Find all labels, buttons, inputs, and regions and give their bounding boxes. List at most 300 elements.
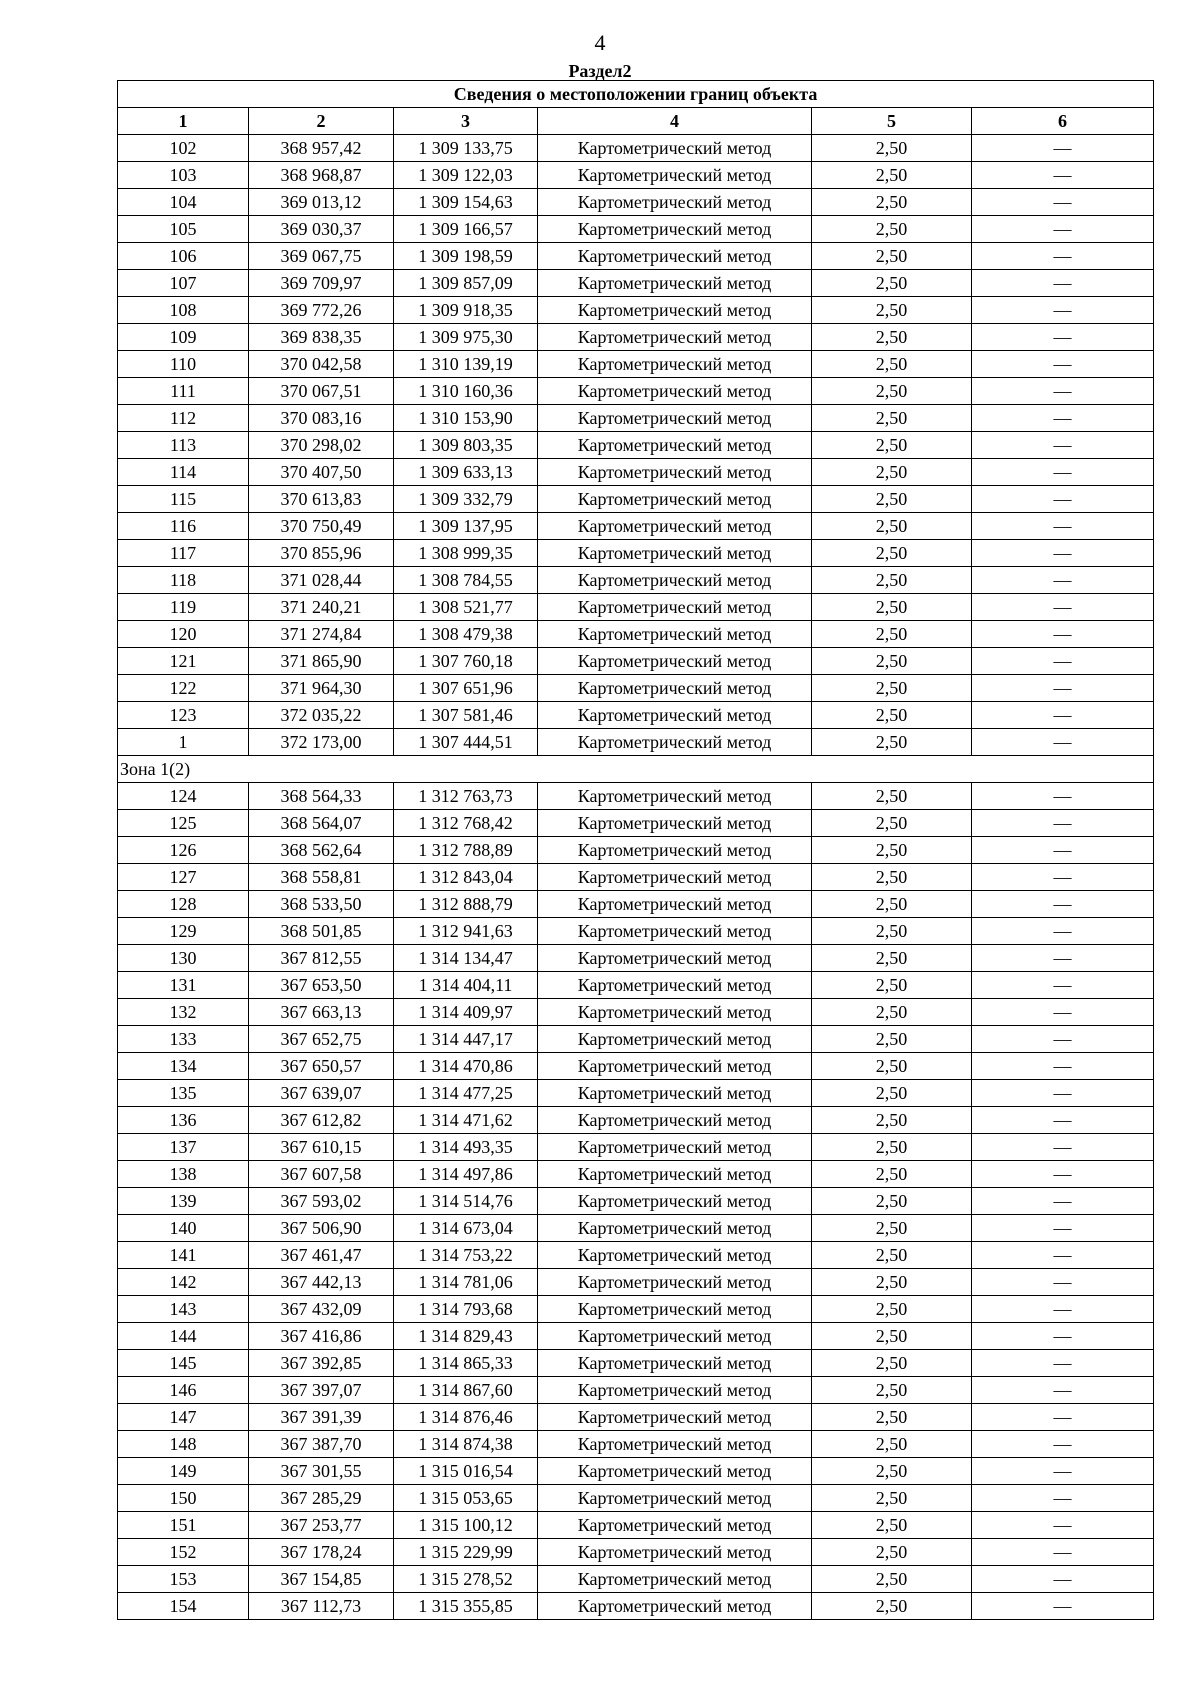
table-row [118, 1350, 1154, 1377]
method-cell: Картометрический метод [538, 513, 812, 540]
description-cell: — [972, 1458, 1154, 1485]
description-cell: — [972, 243, 1154, 270]
point-number-cell: 114 [118, 459, 249, 486]
method-cell: Картометрический метод [538, 1026, 812, 1053]
table-row [118, 1188, 1154, 1215]
accuracy-cell: 2,50 [812, 891, 972, 918]
description-cell: — [972, 1107, 1154, 1134]
table-row [118, 1026, 1154, 1053]
table-row [118, 1485, 1154, 1512]
table-row [118, 810, 1154, 837]
y-coordinate-cell: 1 314 874,38 [394, 1431, 538, 1458]
description-cell: — [972, 1404, 1154, 1431]
table-row [118, 1242, 1154, 1269]
table-row [118, 324, 1154, 351]
y-coordinate-cell: 1 315 016,54 [394, 1458, 538, 1485]
x-coordinate-cell: 369 067,75 [249, 243, 394, 270]
point-number-cell: 133 [118, 1026, 249, 1053]
column-number: 6 [972, 108, 1154, 135]
accuracy-cell: 2,50 [812, 1404, 972, 1431]
method-cell: Картометрический метод [538, 1296, 812, 1323]
y-coordinate-cell: 1 314 753,22 [394, 1242, 538, 1269]
point-number-cell: 118 [118, 567, 249, 594]
table-row [118, 1323, 1154, 1350]
y-coordinate-cell: 1 309 975,30 [394, 324, 538, 351]
point-number-cell: 111 [118, 378, 249, 405]
method-cell: Картометрический метод [538, 1269, 812, 1296]
point-number-cell: 131 [118, 972, 249, 999]
y-coordinate-cell: 1 315 100,12 [394, 1512, 538, 1539]
x-coordinate-cell: 370 855,96 [249, 540, 394, 567]
point-number-cell: 150 [118, 1485, 249, 1512]
x-coordinate-cell: 367 387,70 [249, 1431, 394, 1458]
point-number-cell: 147 [118, 1404, 249, 1431]
x-coordinate-cell: 370 067,51 [249, 378, 394, 405]
accuracy-cell: 2,50 [812, 1134, 972, 1161]
y-coordinate-cell: 1 307 444,51 [394, 729, 538, 756]
method-cell: Картометрический метод [538, 1053, 812, 1080]
description-cell: — [972, 405, 1154, 432]
method-cell: Картометрический метод [538, 594, 812, 621]
accuracy-cell: 2,50 [812, 1593, 972, 1620]
table-row [118, 1134, 1154, 1161]
table-row [118, 1512, 1154, 1539]
y-coordinate-cell: 1 309 633,13 [394, 459, 538, 486]
accuracy-cell: 2,50 [812, 216, 972, 243]
accuracy-cell: 2,50 [812, 1215, 972, 1242]
description-cell: — [972, 999, 1154, 1026]
accuracy-cell: 2,50 [812, 702, 972, 729]
y-coordinate-cell: 1 314 134,47 [394, 945, 538, 972]
point-number-cell: 139 [118, 1188, 249, 1215]
table-row [118, 297, 1154, 324]
table-row [118, 1566, 1154, 1593]
x-coordinate-cell: 367 397,07 [249, 1377, 394, 1404]
point-number-cell: 132 [118, 999, 249, 1026]
accuracy-cell: 2,50 [812, 540, 972, 567]
accuracy-cell: 2,50 [812, 972, 972, 999]
accuracy-cell: 2,50 [812, 405, 972, 432]
table-row [118, 189, 1154, 216]
method-cell: Картометрический метод [538, 162, 812, 189]
table-row [118, 1296, 1154, 1323]
x-coordinate-cell: 370 298,02 [249, 432, 394, 459]
x-coordinate-cell: 370 407,50 [249, 459, 394, 486]
x-coordinate-cell: 368 564,33 [249, 783, 394, 810]
accuracy-cell: 2,50 [812, 351, 972, 378]
x-coordinate-cell: 367 253,77 [249, 1512, 394, 1539]
description-cell: — [972, 459, 1154, 486]
column-number: 3 [394, 108, 538, 135]
table-row [118, 864, 1154, 891]
description-cell: — [972, 162, 1154, 189]
point-number-cell: 140 [118, 1215, 249, 1242]
point-number-cell: 110 [118, 351, 249, 378]
accuracy-cell: 2,50 [812, 1053, 972, 1080]
table-row [118, 1593, 1154, 1620]
x-coordinate-cell: 368 968,87 [249, 162, 394, 189]
table-row [118, 432, 1154, 459]
y-coordinate-cell: 1 309 133,75 [394, 135, 538, 162]
x-coordinate-cell: 368 564,07 [249, 810, 394, 837]
method-cell: Картометрический метод [538, 297, 812, 324]
x-coordinate-cell: 367 610,15 [249, 1134, 394, 1161]
point-number-cell: 112 [118, 405, 249, 432]
accuracy-cell: 2,50 [812, 594, 972, 621]
point-number-cell: 105 [118, 216, 249, 243]
y-coordinate-cell: 1 307 760,18 [394, 648, 538, 675]
accuracy-cell: 2,50 [812, 378, 972, 405]
table-row [118, 567, 1154, 594]
y-coordinate-cell: 1 310 139,19 [394, 351, 538, 378]
table-row [118, 1269, 1154, 1296]
method-cell: Картометрический метод [538, 540, 812, 567]
accuracy-cell: 2,50 [812, 162, 972, 189]
y-coordinate-cell: 1 314 673,04 [394, 1215, 538, 1242]
point-number-cell: 108 [118, 297, 249, 324]
point-number-cell: 124 [118, 783, 249, 810]
description-cell: — [972, 567, 1154, 594]
method-cell: Картометрический метод [538, 1458, 812, 1485]
description-cell: — [972, 1485, 1154, 1512]
description-cell: — [972, 216, 1154, 243]
accuracy-cell: 2,50 [812, 1485, 972, 1512]
y-coordinate-cell: 1 315 053,65 [394, 1485, 538, 1512]
method-cell: Картометрический метод [538, 324, 812, 351]
x-coordinate-cell: 367 650,57 [249, 1053, 394, 1080]
method-cell: Картометрический метод [538, 351, 812, 378]
method-cell: Картометрический метод [538, 810, 812, 837]
description-cell: — [972, 1134, 1154, 1161]
accuracy-cell: 2,50 [812, 837, 972, 864]
y-coordinate-cell: 1 307 651,96 [394, 675, 538, 702]
y-coordinate-cell: 1 314 409,97 [394, 999, 538, 1026]
y-coordinate-cell: 1 314 867,60 [394, 1377, 538, 1404]
method-cell: Картометрический метод [538, 1485, 812, 1512]
x-coordinate-cell: 367 612,82 [249, 1107, 394, 1134]
y-coordinate-cell: 1 309 166,57 [394, 216, 538, 243]
table-row [118, 1215, 1154, 1242]
y-coordinate-cell: 1 314 514,76 [394, 1188, 538, 1215]
point-number-cell: 146 [118, 1377, 249, 1404]
point-number-cell: 154 [118, 1593, 249, 1620]
point-number-cell: 127 [118, 864, 249, 891]
method-cell: Картометрический метод [538, 1107, 812, 1134]
description-cell: — [972, 675, 1154, 702]
table-row [118, 783, 1154, 810]
column-number: 2 [249, 108, 394, 135]
accuracy-cell: 2,50 [812, 1296, 972, 1323]
accuracy-cell: 2,50 [812, 1350, 972, 1377]
accuracy-cell: 2,50 [812, 729, 972, 756]
accuracy-cell: 2,50 [812, 1026, 972, 1053]
x-coordinate-cell: 370 083,16 [249, 405, 394, 432]
description-cell: — [972, 891, 1154, 918]
y-coordinate-cell: 1 308 999,35 [394, 540, 538, 567]
y-coordinate-cell: 1 312 788,89 [394, 837, 538, 864]
x-coordinate-cell: 369 030,37 [249, 216, 394, 243]
y-coordinate-cell: 1 309 154,63 [394, 189, 538, 216]
accuracy-cell: 2,50 [812, 270, 972, 297]
x-coordinate-cell: 370 613,83 [249, 486, 394, 513]
table-row [118, 378, 1154, 405]
method-cell: Картометрический метод [538, 1215, 812, 1242]
accuracy-cell: 2,50 [812, 810, 972, 837]
description-cell: — [972, 1242, 1154, 1269]
x-coordinate-cell: 367 391,39 [249, 1404, 394, 1431]
point-number-cell: 143 [118, 1296, 249, 1323]
table-row [118, 486, 1154, 513]
y-coordinate-cell: 1 308 784,55 [394, 567, 538, 594]
x-coordinate-cell: 371 274,84 [249, 621, 394, 648]
boundary-coordinates-table [117, 80, 1154, 1620]
x-coordinate-cell: 368 558,81 [249, 864, 394, 891]
method-cell: Картометрический метод [538, 837, 812, 864]
description-cell: — [972, 621, 1154, 648]
point-number-cell: 106 [118, 243, 249, 270]
method-cell: Картометрический метод [538, 972, 812, 999]
description-cell: — [972, 513, 1154, 540]
point-number-cell: 109 [118, 324, 249, 351]
point-number-cell: 128 [118, 891, 249, 918]
method-cell: Картометрический метод [538, 945, 812, 972]
point-number-cell: 1 [118, 729, 249, 756]
point-number-cell: 115 [118, 486, 249, 513]
zone-row [118, 756, 1154, 783]
method-cell: Картометрический метод [538, 1161, 812, 1188]
y-coordinate-cell: 1 312 843,04 [394, 864, 538, 891]
point-number-cell: 144 [118, 1323, 249, 1350]
x-coordinate-cell: 369 772,26 [249, 297, 394, 324]
method-cell: Картометрический метод [538, 459, 812, 486]
description-cell: — [972, 270, 1154, 297]
table-row [118, 459, 1154, 486]
y-coordinate-cell: 1 309 803,35 [394, 432, 538, 459]
description-cell: — [972, 1161, 1154, 1188]
description-cell: — [972, 540, 1154, 567]
method-cell: Картометрический метод [538, 621, 812, 648]
table-row [118, 216, 1154, 243]
method-cell: Картометрический метод [538, 1242, 812, 1269]
y-coordinate-cell: 1 312 768,42 [394, 810, 538, 837]
accuracy-cell: 2,50 [812, 1242, 972, 1269]
y-coordinate-cell: 1 314 477,25 [394, 1080, 538, 1107]
point-number-cell: 122 [118, 675, 249, 702]
table-row [118, 270, 1154, 297]
description-cell: — [972, 1188, 1154, 1215]
method-cell: Картометрический метод [538, 135, 812, 162]
y-coordinate-cell: 1 315 229,99 [394, 1539, 538, 1566]
method-cell: Картометрический метод [538, 648, 812, 675]
y-coordinate-cell: 1 309 137,95 [394, 513, 538, 540]
table-row [118, 1080, 1154, 1107]
description-cell: — [972, 1512, 1154, 1539]
table-row [118, 1404, 1154, 1431]
column-number: 4 [538, 108, 812, 135]
table-row [118, 540, 1154, 567]
x-coordinate-cell: 368 501,85 [249, 918, 394, 945]
table-row [118, 891, 1154, 918]
description-cell: — [972, 189, 1154, 216]
accuracy-cell: 2,50 [812, 324, 972, 351]
point-number-cell: 120 [118, 621, 249, 648]
x-coordinate-cell: 367 812,55 [249, 945, 394, 972]
x-coordinate-cell: 367 593,02 [249, 1188, 394, 1215]
table-row [118, 1458, 1154, 1485]
x-coordinate-cell: 370 750,49 [249, 513, 394, 540]
method-cell: Картометрический метод [538, 783, 812, 810]
x-coordinate-cell: 367 301,55 [249, 1458, 394, 1485]
description-cell: — [972, 945, 1154, 972]
table-row [118, 972, 1154, 999]
description-cell: — [972, 1377, 1154, 1404]
description-cell: — [972, 810, 1154, 837]
method-cell: Картометрический метод [538, 1377, 812, 1404]
point-number-cell: 151 [118, 1512, 249, 1539]
accuracy-cell: 2,50 [812, 567, 972, 594]
y-coordinate-cell: 1 314 470,86 [394, 1053, 538, 1080]
x-coordinate-cell: 367 663,13 [249, 999, 394, 1026]
method-cell: Картометрический метод [538, 432, 812, 459]
table-row [118, 648, 1154, 675]
x-coordinate-cell: 368 562,64 [249, 837, 394, 864]
accuracy-cell: 2,50 [812, 243, 972, 270]
table-row [118, 594, 1154, 621]
y-coordinate-cell: 1 310 153,90 [394, 405, 538, 432]
accuracy-cell: 2,50 [812, 513, 972, 540]
x-coordinate-cell: 367 112,73 [249, 1593, 394, 1620]
y-coordinate-cell: 1 315 355,85 [394, 1593, 538, 1620]
description-cell: — [972, 486, 1154, 513]
point-number-cell: 102 [118, 135, 249, 162]
accuracy-cell: 2,50 [812, 1431, 972, 1458]
x-coordinate-cell: 369 013,12 [249, 189, 394, 216]
description-cell: — [972, 1296, 1154, 1323]
point-number-cell: 104 [118, 189, 249, 216]
method-cell: Картометрический метод [538, 1566, 812, 1593]
table-row [118, 621, 1154, 648]
point-number-cell: 149 [118, 1458, 249, 1485]
point-number-cell: 148 [118, 1431, 249, 1458]
section-title: Раздел2 [568, 61, 632, 81]
column-number-row [118, 108, 1154, 135]
point-number-cell: 107 [118, 270, 249, 297]
method-cell: Картометрический метод [538, 864, 812, 891]
x-coordinate-cell: 371 865,90 [249, 648, 394, 675]
point-number-cell: 138 [118, 1161, 249, 1188]
description-cell: — [972, 378, 1154, 405]
table-row [118, 351, 1154, 378]
accuracy-cell: 2,50 [812, 1161, 972, 1188]
description-cell: — [972, 324, 1154, 351]
accuracy-cell: 2,50 [812, 783, 972, 810]
point-number-cell: 142 [118, 1269, 249, 1296]
x-coordinate-cell: 367 652,75 [249, 1026, 394, 1053]
point-number-cell: 135 [118, 1080, 249, 1107]
y-coordinate-cell: 1 309 332,79 [394, 486, 538, 513]
x-coordinate-cell: 367 461,47 [249, 1242, 394, 1269]
zone-label: Зона 1(2) [118, 756, 1154, 783]
x-coordinate-cell: 367 154,85 [249, 1566, 394, 1593]
y-coordinate-cell: 1 314 493,35 [394, 1134, 538, 1161]
point-number-cell: 113 [118, 432, 249, 459]
method-cell: Картометрический метод [538, 1593, 812, 1620]
y-coordinate-cell: 1 312 941,63 [394, 918, 538, 945]
y-coordinate-cell: 1 308 521,77 [394, 594, 538, 621]
accuracy-cell: 2,50 [812, 459, 972, 486]
table-row [118, 405, 1154, 432]
method-cell: Картометрический метод [538, 729, 812, 756]
y-coordinate-cell: 1 312 888,79 [394, 891, 538, 918]
table-row [118, 729, 1154, 756]
method-cell: Картометрический метод [538, 216, 812, 243]
x-coordinate-cell: 367 432,09 [249, 1296, 394, 1323]
point-number-cell: 117 [118, 540, 249, 567]
accuracy-cell: 2,50 [812, 1323, 972, 1350]
description-cell: — [972, 1026, 1154, 1053]
y-coordinate-cell: 1 314 829,43 [394, 1323, 538, 1350]
x-coordinate-cell: 368 957,42 [249, 135, 394, 162]
y-coordinate-cell: 1 309 122,03 [394, 162, 538, 189]
x-coordinate-cell: 369 709,97 [249, 270, 394, 297]
y-coordinate-cell: 1 307 581,46 [394, 702, 538, 729]
table-row [118, 1431, 1154, 1458]
x-coordinate-cell: 368 533,50 [249, 891, 394, 918]
table-row [118, 1377, 1154, 1404]
accuracy-cell: 2,50 [812, 945, 972, 972]
table-row [118, 135, 1154, 162]
y-coordinate-cell: 1 315 278,52 [394, 1566, 538, 1593]
point-number-cell: 121 [118, 648, 249, 675]
x-coordinate-cell: 367 442,13 [249, 1269, 394, 1296]
y-coordinate-cell: 1 314 447,17 [394, 1026, 538, 1053]
point-number-cell: 103 [118, 162, 249, 189]
accuracy-cell: 2,50 [812, 675, 972, 702]
description-cell: — [972, 1593, 1154, 1620]
method-cell: Картометрический метод [538, 1404, 812, 1431]
method-cell: Картометрический метод [538, 702, 812, 729]
point-number-cell: 141 [118, 1242, 249, 1269]
point-number-cell: 116 [118, 513, 249, 540]
method-cell: Картометрический метод [538, 486, 812, 513]
accuracy-cell: 2,50 [812, 1107, 972, 1134]
x-coordinate-cell: 370 042,58 [249, 351, 394, 378]
description-cell: — [972, 594, 1154, 621]
point-number-cell: 119 [118, 594, 249, 621]
x-coordinate-cell: 367 639,07 [249, 1080, 394, 1107]
x-coordinate-cell: 372 035,22 [249, 702, 394, 729]
x-coordinate-cell: 367 506,90 [249, 1215, 394, 1242]
accuracy-cell: 2,50 [812, 648, 972, 675]
x-coordinate-cell: 367 285,29 [249, 1485, 394, 1512]
point-number-cell: 152 [118, 1539, 249, 1566]
method-cell: Картометрический метод [538, 1134, 812, 1161]
table-row [118, 162, 1154, 189]
column-number: 1 [118, 108, 249, 135]
y-coordinate-cell: 1 314 471,62 [394, 1107, 538, 1134]
y-coordinate-cell: 1 314 781,06 [394, 1269, 538, 1296]
y-coordinate-cell: 1 309 198,59 [394, 243, 538, 270]
x-coordinate-cell: 371 240,21 [249, 594, 394, 621]
x-coordinate-cell: 367 416,86 [249, 1323, 394, 1350]
table-row [118, 1161, 1154, 1188]
page-number: 4 [594, 30, 606, 55]
y-coordinate-cell: 1 314 497,86 [394, 1161, 538, 1188]
accuracy-cell: 2,50 [812, 1458, 972, 1485]
point-number-cell: 145 [118, 1350, 249, 1377]
table-caption: Сведения о местоположении границ объекта [118, 81, 1154, 108]
x-coordinate-cell: 371 964,30 [249, 675, 394, 702]
